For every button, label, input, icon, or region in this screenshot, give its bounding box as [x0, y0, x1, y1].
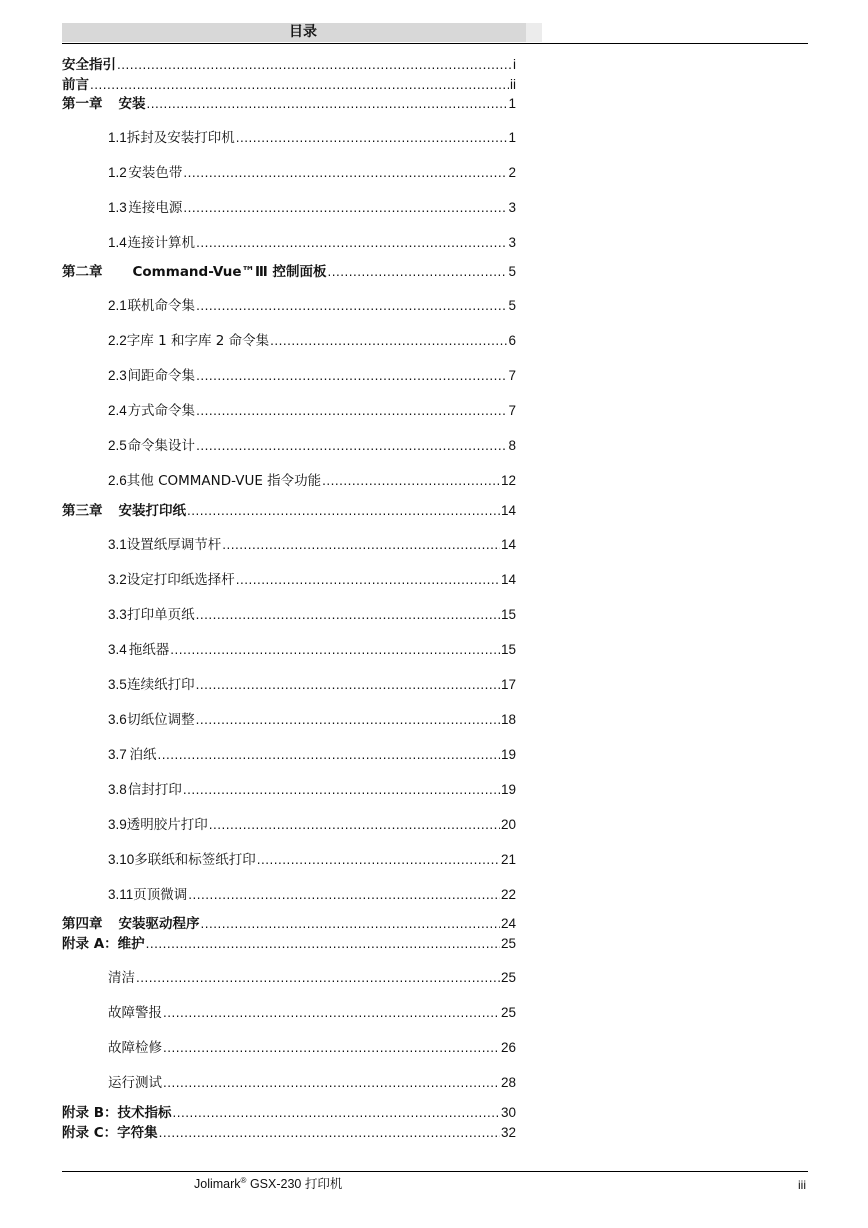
- toc-entry-title: 字库 1 和字库 2 命令集: [126, 333, 270, 349]
- toc-section-entry[interactable]: [108, 437, 516, 455]
- toc-dot-leader: [183, 781, 500, 799]
- toc-dot-leader: [146, 935, 500, 953]
- toc-dot-leader: [196, 437, 507, 455]
- toc-page-number: 1: [508, 96, 516, 111]
- toc-page-number: 19: [500, 747, 516, 762]
- toc-entry-title: 信封打印: [127, 782, 182, 798]
- toc-entry-title: 拆封及安装打印机: [126, 130, 235, 146]
- toc-section-entry[interactable]: [108, 851, 516, 869]
- toc-page-number: 32: [500, 1125, 516, 1140]
- toc-entry-number: 第四章: [62, 916, 103, 932]
- toc-dot-leader: [163, 1074, 500, 1092]
- toc-entry-title: 运行测试: [108, 1075, 162, 1091]
- toc-entry-number: 2.4: [108, 403, 127, 418]
- toc-section-entry[interactable]: [108, 641, 516, 659]
- toc-entry-title: 泊纸: [129, 747, 157, 763]
- registered-mark: ®: [240, 1176, 247, 1185]
- toc-page-number: 24: [500, 916, 516, 931]
- toc-dot-leader: [322, 472, 500, 490]
- toc-chapter-entry[interactable]: [62, 502, 516, 520]
- toc-entry-title: 拖纸器: [128, 642, 170, 658]
- page-title: 目录: [289, 24, 317, 40]
- toc-page-number: 18: [500, 712, 516, 727]
- toc-section-entry[interactable]: [108, 164, 516, 182]
- toc-page-number: 30: [500, 1105, 516, 1120]
- toc-dot-leader: [236, 571, 500, 589]
- toc-page-number: 1: [508, 130, 516, 145]
- toc-entry-title: 命令集设计: [127, 438, 196, 454]
- toc-page-number: 7: [508, 368, 516, 383]
- toc-section-entry[interactable]: [108, 402, 516, 420]
- toc-dot-leader: [209, 816, 500, 834]
- toc-entry-title: 安全指引: [62, 57, 116, 73]
- toc-page-number: 8: [508, 438, 516, 453]
- toc-dot-leader: [188, 886, 500, 904]
- toc-entry-title: 清洁: [108, 970, 135, 986]
- toc-section-entry[interactable]: [108, 1039, 516, 1057]
- toc-entry-number: 3.1: [108, 537, 127, 552]
- toc-entry-title: Command-Vue™Ⅲ 控制面板: [132, 264, 327, 280]
- toc-page-number: 15: [500, 642, 516, 657]
- toc-entry-number: 3.5: [108, 677, 127, 692]
- toc-entry-title: 多联纸和标签纸打印: [134, 852, 256, 868]
- toc-page-number: 20: [500, 817, 516, 832]
- toc-page-number: 5: [508, 264, 516, 279]
- toc-entry-title: 连续纸打印: [127, 677, 195, 693]
- toc-dot-leader: [163, 1039, 500, 1057]
- toc-page-number: 6: [508, 333, 516, 348]
- toc-dot-leader: [136, 969, 500, 987]
- toc-section-entry[interactable]: [108, 297, 516, 315]
- toc-entry-number: 第二章: [62, 264, 103, 280]
- toc-section-entry[interactable]: [108, 472, 516, 490]
- toc-entry-title: 其他 COMMAND-VUE 指令功能: [126, 473, 322, 489]
- toc-entry-title: 连接电源: [128, 200, 183, 216]
- toc-entry-number: 2.3: [108, 368, 127, 383]
- toc-page-number: 21: [500, 852, 516, 867]
- toc-dot-leader: [183, 164, 507, 182]
- toc-page-number: 25: [500, 936, 516, 951]
- toc-entry-number: 2.5: [108, 438, 127, 453]
- toc-dot-leader: [236, 129, 508, 147]
- toc-entry-number: 3.7: [108, 747, 127, 762]
- toc-dot-leader: [183, 199, 507, 217]
- toc-page-number: 22: [500, 887, 516, 902]
- toc-page-number: 7: [508, 403, 516, 418]
- toc-entry-title: 安装打印纸: [118, 503, 186, 519]
- toc-entry-title: 透明胶片打印: [126, 817, 208, 833]
- footer-page-number: iii: [798, 1178, 806, 1192]
- toc-page-number: 5: [508, 298, 516, 313]
- toc-entry-title: 方式命令集: [127, 403, 196, 419]
- toc-dot-leader: [90, 76, 509, 94]
- toc-entry-number: 2.2: [108, 333, 127, 348]
- toc-section-entry[interactable]: [108, 1004, 516, 1022]
- toc-entry-number: 3.10: [108, 852, 135, 867]
- toc-chapter-entry[interactable]: [62, 263, 516, 281]
- toc-entry-title: 间距命令集: [127, 368, 196, 384]
- toc-section-entry[interactable]: [108, 571, 516, 589]
- footer-product: [194, 1173, 342, 1192]
- toc-page-number: 17: [500, 677, 516, 692]
- toc-page-number: 14: [500, 572, 516, 587]
- toc-dot-leader: [196, 367, 507, 385]
- footer-product-name: GSX-230 打印机: [249, 1177, 343, 1192]
- toc-section-entry[interactable]: [108, 332, 516, 350]
- toc-section-entry[interactable]: [108, 536, 516, 554]
- toc-entry-number: 3.2: [108, 572, 127, 587]
- toc-chapter-entry[interactable]: [62, 1104, 516, 1122]
- toc-page-number: 25: [500, 1005, 516, 1020]
- toc-chapter-entry[interactable]: [62, 56, 516, 74]
- toc-section-entry[interactable]: [108, 606, 516, 624]
- toc-entry-title: 附录 B：技术指标: [62, 1105, 172, 1121]
- toc-dot-leader: [147, 95, 508, 113]
- toc-entry-number: 3.11: [108, 887, 134, 902]
- toc-entry-number: 3.3: [108, 607, 127, 622]
- toc-entry-number: 3.8: [108, 782, 127, 797]
- toc-dot-leader: [201, 915, 500, 933]
- toc-entry-number: 1.4: [108, 235, 127, 250]
- toc-entry-number: 3.9: [108, 817, 127, 832]
- toc-entry-number: 1.2: [108, 165, 127, 180]
- toc-chapter-entry[interactable]: [62, 95, 516, 113]
- toc-page-number: 3: [508, 200, 516, 215]
- toc-entry-title: 附录 A：维护: [62, 936, 145, 952]
- toc-entry-title: 安装: [118, 96, 146, 112]
- toc-entry-number: 2.1: [108, 298, 127, 313]
- toc-entry-title: 安装色带: [128, 165, 183, 181]
- toc-section-entry[interactable]: [108, 886, 516, 904]
- toc-page-number: 25: [500, 970, 516, 985]
- toc-dot-leader: [270, 332, 507, 350]
- toc-dot-leader: [222, 536, 500, 554]
- toc-dot-leader: [257, 851, 500, 869]
- toc-entry-title: 连接计算机: [127, 235, 196, 251]
- toc-section-entry[interactable]: [108, 367, 516, 385]
- footer-brand: Jolimark: [194, 1177, 241, 1192]
- toc-dot-leader: [196, 676, 500, 694]
- toc-chapter-entry[interactable]: [62, 915, 516, 933]
- toc-dot-leader: [170, 641, 500, 659]
- toc-page-number: 14: [500, 503, 516, 518]
- toc-dot-leader: [163, 1004, 500, 1022]
- footer-divider: [62, 1171, 808, 1172]
- toc-section-entry[interactable]: [108, 781, 516, 799]
- toc-entry-number: 3.4: [108, 642, 127, 657]
- toc-entry-title: 切纸位调整: [127, 712, 195, 728]
- toc-section-entry[interactable]: [108, 234, 516, 252]
- toc-chapter-entry[interactable]: [62, 1124, 516, 1142]
- toc-chapter-entry[interactable]: [62, 76, 516, 94]
- toc-section-entry[interactable]: [108, 1074, 516, 1092]
- toc-entry-title: 打印单页纸: [127, 607, 195, 623]
- toc-page-number: 2: [508, 165, 516, 180]
- toc-dot-leader: [196, 234, 507, 252]
- toc-dot-leader: [196, 297, 507, 315]
- toc-dot-leader: [328, 263, 508, 281]
- toc-dot-leader: [158, 746, 500, 764]
- header-divider: [62, 43, 808, 44]
- toc-entry-title: 前言: [62, 77, 89, 93]
- toc-entry-number: 2.6: [108, 473, 127, 488]
- toc-dot-leader: [187, 502, 500, 520]
- toc-entry-title: 故障检修: [108, 1040, 162, 1056]
- toc-dot-leader: [117, 56, 512, 74]
- toc-section-entry[interactable]: [108, 199, 516, 217]
- toc-entry-title: 联机命令集: [127, 298, 196, 314]
- toc-section-entry[interactable]: [108, 746, 516, 764]
- toc-dot-leader: [196, 711, 500, 729]
- toc-entry-title: 安装驱动程序: [118, 916, 200, 932]
- toc-entry-number: 1.3: [108, 200, 127, 215]
- toc-dot-leader: [159, 1124, 500, 1142]
- toc-page-number: i: [513, 57, 516, 72]
- toc-page-number: 19: [500, 782, 516, 797]
- toc-page-number: 3: [508, 235, 516, 250]
- toc-entry-title: 设定打印纸选择杆: [126, 572, 235, 588]
- toc-page-number: 15: [500, 607, 516, 622]
- toc-entry-title: 附录 C：字符集: [62, 1125, 158, 1141]
- toc-chapter-entry[interactable]: [62, 935, 516, 953]
- toc-entry-title: 设置纸厚调节杆: [126, 537, 222, 553]
- toc-dot-leader: [173, 1104, 500, 1122]
- toc-page-number: 26: [500, 1040, 516, 1055]
- toc-page-number: 14: [500, 537, 516, 552]
- toc-section-entry[interactable]: [108, 676, 516, 694]
- toc-page-number: 12: [500, 473, 516, 488]
- toc-section-entry[interactable]: [108, 129, 516, 147]
- toc-entry-number: 第三章: [62, 503, 103, 519]
- toc-page-number: 28: [500, 1075, 516, 1090]
- toc-page-number: ii: [510, 77, 516, 92]
- toc-entry-number: 3.6: [108, 712, 127, 727]
- toc-entry-number: 第一章: [62, 96, 103, 112]
- toc-dot-leader: [196, 402, 507, 420]
- toc-section-entry[interactable]: [108, 969, 516, 987]
- toc-entry-title: 页顶微调: [133, 887, 188, 903]
- toc-section-entry[interactable]: [108, 816, 516, 834]
- toc-entry-number: 1.1: [108, 130, 127, 145]
- toc-entry-title: 故障警报: [108, 1005, 162, 1021]
- toc-section-entry[interactable]: [108, 711, 516, 729]
- toc-dot-leader: [196, 606, 500, 624]
